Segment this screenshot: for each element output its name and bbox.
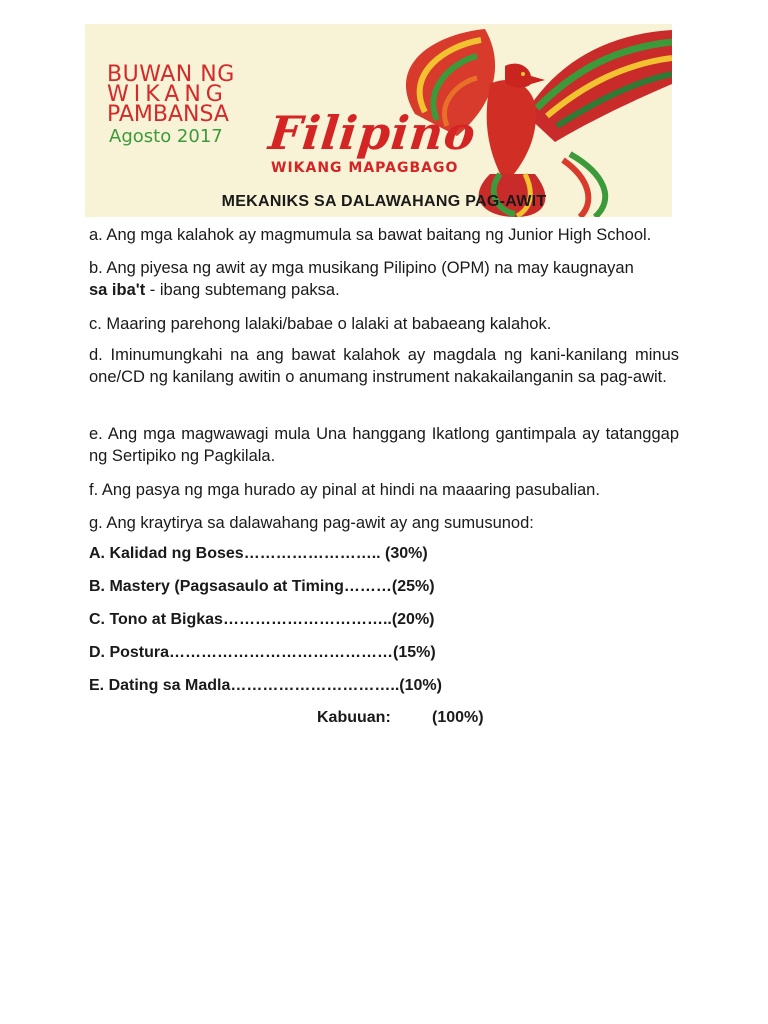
banner-line-buwan: BUWAN NG [107,62,235,87]
logo-tagline: WIKANG MAPAGBAGO [271,160,459,176]
criterion-mastery: B. Mastery (Pagsasaulo at Timing………(25%) [89,578,435,595]
rule-d: d. Iminumungkahi na ang bawat kalahok ay magdala ng kani-kanilang minus one/CD ng kanilang awitin o anumang instrument nakakailanganin sa pag-awit. [89,346,679,386]
rule-c: c. Maaring parehong lalaki/babae o lalaki at babaeang kalahok. [89,315,552,333]
rule-b-bold: sa iba't [89,281,146,299]
criterion-tono: C. Tono at Bigkas…………………………..(20%) [89,611,435,628]
total-value: (100%) [432,709,484,726]
criterion-kalidad: A. Kalidad ng Boses…………………….. (30%) [89,545,428,562]
rule-b [89,257,679,301]
criterion-postura: D. Postura……………………………………(15%) [89,644,436,661]
banner-line-pambansa: PAMBANSA [107,102,229,127]
total-label: Kabuuan: [317,709,391,726]
rule-b-text: b. Ang piyesa ng awit ay mga musikang Pilipino (OPM) na may kaugnayan [89,259,634,277]
criterion-dating: E. Dating sa Madla…………………………..(10%) [89,677,442,694]
banner-date: Agosto 2017 [109,126,223,147]
rule-b-tail: - ibang subtemang paksa. [145,281,340,299]
banner-line-wikang: WIKANG [107,82,228,107]
header-banner [85,24,672,217]
filipino-logo: Filipino [266,106,479,160]
rule-a: a. Ang mga kalahok ay magmumula sa bawat baitang ng Junior High School. [89,226,652,244]
rule-g: g. Ang kraytirya sa dalawahang pag-awit ay ang sumusunod: [89,514,534,532]
rule-f: f. Ang pasya ng mga hurado ay pinal at hindi na maaaring pasubalian. [89,481,600,499]
rule-e: e. Ang mga magwawagi mula Una hanggang Ikatlong gantimpala ay tatanggap ng Sertipiko ng Pagkilala. [89,425,679,465]
document-title: MEKANIKS SA DALAWAHANG PAG-AWIT [221,193,547,210]
